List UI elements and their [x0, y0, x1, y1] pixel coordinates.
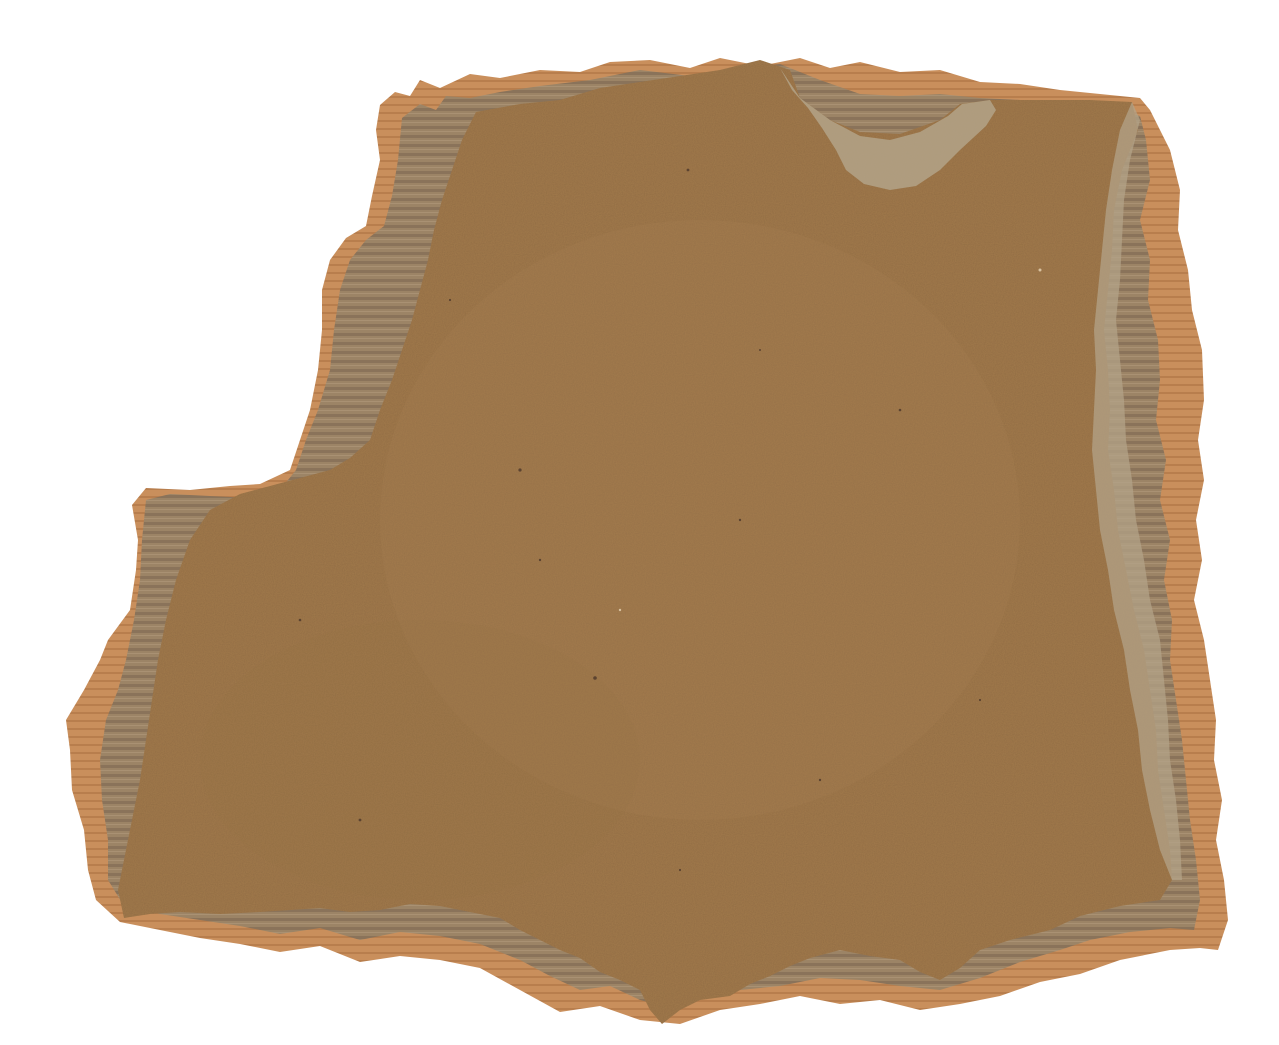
kraft-tone-shadow: [200, 620, 640, 900]
